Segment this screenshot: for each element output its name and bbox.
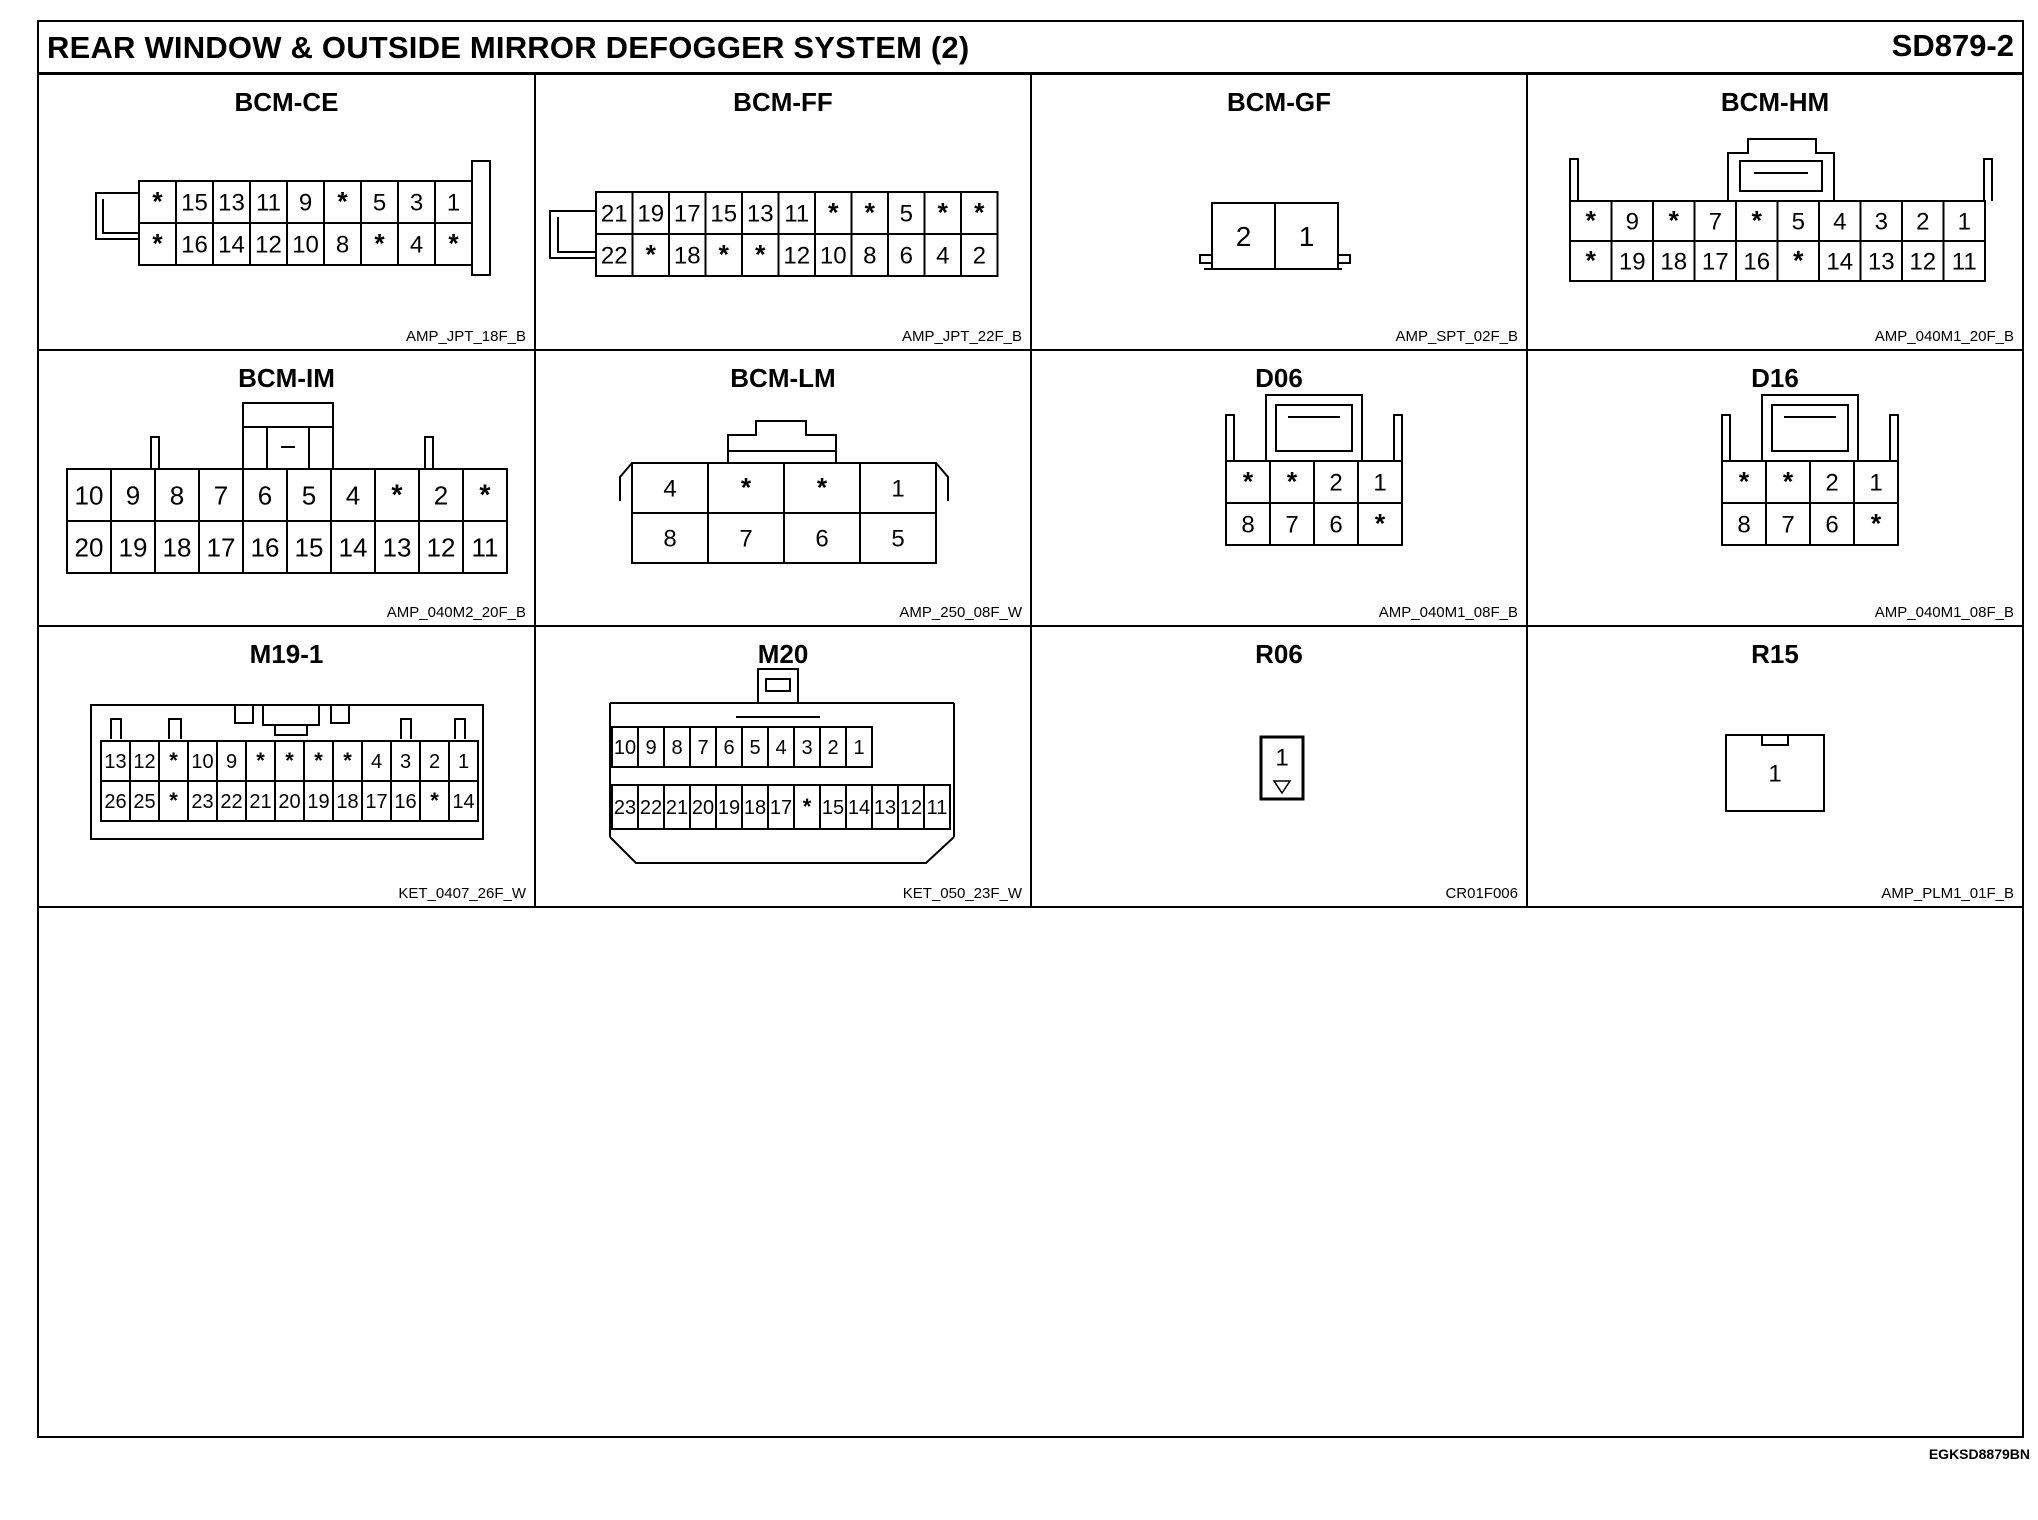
connector-name: R15: [1751, 639, 1799, 669]
pin-number: 13: [873, 797, 897, 820]
empty-pin-label: *: [1738, 466, 1750, 497]
connector-bcm-gf: [1032, 75, 1526, 349]
pin-number: 22: [639, 797, 663, 820]
connector-type: AMP_250_08F_W: [899, 604, 1022, 621]
empty-pin-label: *: [864, 197, 875, 228]
empty-pin-label: *: [430, 788, 439, 814]
empty-pin-label: *: [479, 479, 491, 512]
pin-number: 18: [336, 791, 359, 814]
connector-name: M20: [757, 639, 809, 669]
empty-pin-label: *: [1793, 245, 1804, 276]
connector-type: CR01F006: [1445, 885, 1518, 902]
connector-name: BCM-FF: [733, 87, 833, 117]
pin-number: 18: [1660, 248, 1688, 276]
title-bar: [39, 22, 2022, 75]
pin-number: 19: [1618, 248, 1646, 276]
connector-bcm-ff: [536, 75, 1030, 349]
connector-d16-drawing: [1528, 351, 2022, 625]
pin-number: 5: [301, 480, 317, 511]
connector-bcm-lm: [536, 351, 1030, 625]
connector-bcm-ff-drawing: [536, 75, 1030, 349]
pin-number: 2: [1916, 208, 1930, 236]
pin-number: 16: [181, 231, 208, 259]
pin-number: 8: [1737, 511, 1751, 539]
connector-grid: [39, 75, 2022, 908]
pin-number: 17: [365, 791, 388, 814]
pin-number: 13: [104, 751, 127, 774]
pin-number: 14: [1826, 248, 1854, 276]
pin-number: 20: [278, 791, 301, 814]
pin-number: 9: [225, 751, 238, 774]
pin-number: 10: [613, 737, 637, 760]
pin-number: 16: [394, 791, 417, 814]
connector-r15-drawing: [1528, 627, 2022, 906]
pin-number: 16: [1743, 248, 1771, 276]
pin-number: 22: [220, 791, 243, 814]
empty-pin-label: *: [816, 472, 828, 503]
pin-number: 3: [801, 737, 813, 760]
connector-type: KET_0407_26F_W: [398, 885, 526, 902]
pin-number: 4: [409, 231, 424, 259]
empty-pin-label: *: [755, 239, 766, 270]
pin-number: 1: [457, 751, 470, 774]
pin-number: 5: [891, 525, 905, 553]
connector-type: AMP_040M1_08F_B: [1378, 604, 1518, 621]
pin-number: 10: [292, 231, 319, 259]
pin-number: 8: [1241, 511, 1255, 539]
connector-type: AMP_PLM1_01F_B: [1881, 885, 2014, 902]
connector-m19-1-drawing: [39, 627, 534, 906]
pin-number: 5: [899, 200, 913, 228]
pin-number: 6: [815, 525, 829, 553]
pin-number: 15: [181, 189, 208, 217]
pin-number: 7: [213, 480, 229, 511]
pin-number: 7: [1708, 208, 1722, 236]
pin-number: 7: [1781, 511, 1795, 539]
pin-number: 17: [769, 797, 793, 820]
connector-bcm-lm-drawing: [536, 351, 1030, 625]
connector-type: AMP_040M1_20F_B: [1874, 328, 2014, 345]
empty-pin-label: *: [448, 228, 459, 259]
connector-bcm-hm: [1528, 75, 2022, 349]
pin-number: 8: [671, 737, 683, 760]
empty-pin-label: *: [1870, 508, 1882, 539]
connector-bcm-ce-drawing: [39, 75, 534, 349]
pin-number: 8: [169, 480, 185, 511]
empty-pin-label: *: [1585, 205, 1596, 236]
pin-number: 3: [399, 751, 412, 774]
empty-pin-label: *: [285, 748, 294, 774]
connector-m20-drawing: [536, 627, 1030, 906]
pin-number: 10: [74, 480, 104, 511]
pin-number: 9: [1625, 208, 1639, 236]
pin-number: 21: [665, 797, 689, 820]
pin-number: 1: [1298, 221, 1315, 253]
connector-d06-drawing: [1032, 351, 1526, 625]
pin-number: 4: [370, 751, 383, 774]
pin-number: 26: [104, 791, 127, 814]
pin-number: 2: [1235, 221, 1252, 253]
connector-name: D16: [1751, 363, 1799, 393]
pin-number: 7: [1285, 511, 1299, 539]
pin-number: 12: [255, 231, 282, 259]
pin-number: 19: [307, 791, 330, 814]
pin-number: 21: [249, 791, 272, 814]
pin-number: 12: [783, 242, 811, 270]
pin-number: 4: [663, 475, 677, 503]
pin-number: 7: [697, 737, 709, 760]
connector-name: BCM-HM: [1720, 87, 1830, 117]
empty-pin-label: *: [391, 479, 403, 512]
pin-number: 1: [1869, 469, 1883, 497]
pin-number: 1: [1768, 760, 1782, 788]
pin-number: 2: [1825, 469, 1839, 497]
pin-number: 4: [1833, 208, 1847, 236]
connector-name: M19-1: [249, 639, 324, 669]
pin-number: 5: [749, 737, 761, 760]
empty-pin-label: *: [1782, 466, 1794, 497]
empty-pin-label: *: [718, 239, 729, 270]
pin-number: 17: [673, 200, 701, 228]
pin-number: 15: [710, 200, 738, 228]
pin-number: 13: [218, 189, 245, 217]
pin-number: 19: [118, 532, 148, 563]
empty-pin-label: *: [343, 748, 352, 774]
pin-number: 11: [256, 189, 281, 217]
pin-number: 19: [717, 797, 741, 820]
page-id: SD879-2: [1891, 28, 2014, 63]
pin-number: 9: [298, 189, 313, 217]
pin-number: 19: [637, 200, 665, 228]
pin-number: 9: [125, 480, 141, 511]
pin-number: 12: [1909, 248, 1937, 276]
pin-number: 14: [847, 797, 871, 820]
empty-pin-label: *: [937, 197, 948, 228]
pin-number: 5: [372, 189, 387, 217]
pin-number: 23: [191, 791, 214, 814]
connector-type: AMP_JPT_18F_B: [405, 328, 526, 345]
connector-bcm-hm-drawing: [1528, 75, 2022, 349]
pin-number: 8: [335, 231, 350, 259]
pin-number: 4: [775, 737, 787, 760]
empty-pin-label: *: [1668, 205, 1679, 236]
pin-number: 11: [784, 200, 810, 228]
pin-number: 15: [821, 797, 845, 820]
connector-bcm-ce: [39, 75, 534, 349]
pin-number: 17: [1701, 248, 1729, 276]
pin-number: 1: [1957, 208, 1971, 236]
page-title: REAR WINDOW & OUTSIDE MIRROR DEFOGGER SYSTEM (2): [47, 30, 970, 65]
empty-pin-label: *: [314, 748, 323, 774]
pin-number: 6: [1329, 511, 1343, 539]
pin-number: 10: [819, 242, 847, 270]
pin-number: 13: [382, 532, 412, 563]
connector-type: AMP_040M2_20F_B: [386, 604, 526, 621]
connector-type: AMP_JPT_22F_B: [901, 328, 1022, 345]
pin-number: 6: [723, 737, 735, 760]
pin-number: 6: [257, 480, 273, 511]
pin-number: 18: [162, 532, 192, 563]
empty-pin-label: *: [802, 794, 812, 820]
pin-number: 6: [1825, 511, 1839, 539]
pin-number: 15: [294, 532, 324, 563]
pin-number: 20: [691, 797, 715, 820]
pin-number: 16: [250, 532, 280, 563]
connector-m20: [536, 627, 1030, 906]
pin-number: 11: [1951, 248, 1977, 276]
footer-code: EGKSD8879BN: [1928, 1446, 2030, 1462]
connector-r06-drawing: [1032, 627, 1526, 906]
pin-number: 6: [899, 242, 913, 270]
empty-pin-label: *: [152, 228, 163, 259]
empty-pin-label: *: [828, 197, 839, 228]
pin-number: 4: [345, 480, 361, 511]
pin-number: 1: [1373, 469, 1387, 497]
pin-number: 8: [863, 242, 877, 270]
empty-pin-label: *: [1585, 245, 1596, 276]
pin-number: 25: [133, 791, 156, 814]
pin-number: 2: [827, 737, 839, 760]
empty-pin-label: *: [374, 228, 385, 259]
empty-pin-label: *: [152, 186, 163, 217]
empty-pin-label: *: [169, 788, 178, 814]
connector-bcm-im-drawing: [39, 351, 534, 625]
pin-number: 14: [218, 231, 245, 259]
pin-number: 3: [1874, 208, 1888, 236]
pin-number: 5: [1791, 208, 1805, 236]
pin-number: 8: [663, 525, 677, 553]
pin-number: 12: [426, 532, 456, 563]
pin-number: 20: [74, 532, 104, 563]
pin-number: 10: [191, 751, 214, 774]
pin-number: 1: [853, 737, 865, 760]
empty-pin-label: *: [1286, 466, 1298, 497]
pin-number: 17: [206, 532, 236, 563]
connector-name: BCM-CE: [234, 87, 339, 117]
empty-pin-label: *: [974, 197, 985, 228]
connector-type: KET_050_23F_W: [902, 885, 1022, 902]
connector-name: BCM-GF: [1227, 87, 1331, 117]
connector-bcm-gf-drawing: [1032, 75, 1526, 349]
empty-pin-label: *: [740, 472, 752, 503]
pin-number: 22: [600, 242, 628, 270]
connector-d06: [1032, 351, 1526, 625]
pin-number: 12: [133, 751, 156, 774]
pin-number: 1: [1275, 744, 1289, 772]
diagram-sheet: [37, 20, 2024, 1438]
pin-number: 2: [428, 751, 441, 774]
pin-number: 2: [433, 480, 449, 511]
connector-name: BCM-LM: [730, 363, 836, 393]
key-triangle-icon: [1274, 781, 1290, 793]
empty-pin-label: *: [337, 186, 348, 217]
pin-number: 13: [1867, 248, 1895, 276]
pin-number: 11: [926, 797, 948, 820]
pin-number: 11: [471, 532, 499, 563]
pin-number: 1: [446, 189, 461, 217]
connector-type: AMP_SPT_02F_B: [1395, 328, 1518, 345]
connector-r06: [1032, 627, 1526, 906]
pin-number: 18: [673, 242, 701, 270]
connector-type: AMP_040M1_08F_B: [1874, 604, 2014, 621]
empty-pin-label: *: [256, 748, 265, 774]
pin-number: 4: [936, 242, 950, 270]
empty-pin-label: *: [1242, 466, 1254, 497]
connector-name: D06: [1255, 363, 1303, 393]
connector-name: R06: [1255, 639, 1303, 669]
pin-number: 18: [743, 797, 767, 820]
pin-number: 13: [746, 200, 774, 228]
connector-name: BCM-IM: [238, 363, 335, 393]
pin-number: 14: [338, 532, 368, 563]
pin-number: 21: [600, 200, 628, 228]
connector-bcm-im: [39, 351, 534, 625]
connector-d16: [1528, 351, 2022, 625]
pin-number: 2: [972, 242, 986, 270]
pin-number: 3: [409, 189, 424, 217]
pin-number: 14: [452, 791, 475, 814]
empty-pin-label: *: [645, 239, 656, 270]
empty-pin-label: *: [1374, 508, 1386, 539]
empty-pin-label: *: [169, 748, 178, 774]
empty-pin-label: *: [1751, 205, 1762, 236]
pin-number: 23: [613, 797, 637, 820]
pin-number: 1: [891, 475, 905, 503]
connector-m19-1: [39, 627, 534, 906]
pin-number: 7: [739, 525, 753, 553]
pin-number: 9: [645, 737, 657, 760]
pin-number: 2: [1329, 469, 1343, 497]
pin-number: 12: [899, 797, 923, 820]
connector-r15: [1528, 627, 2022, 906]
